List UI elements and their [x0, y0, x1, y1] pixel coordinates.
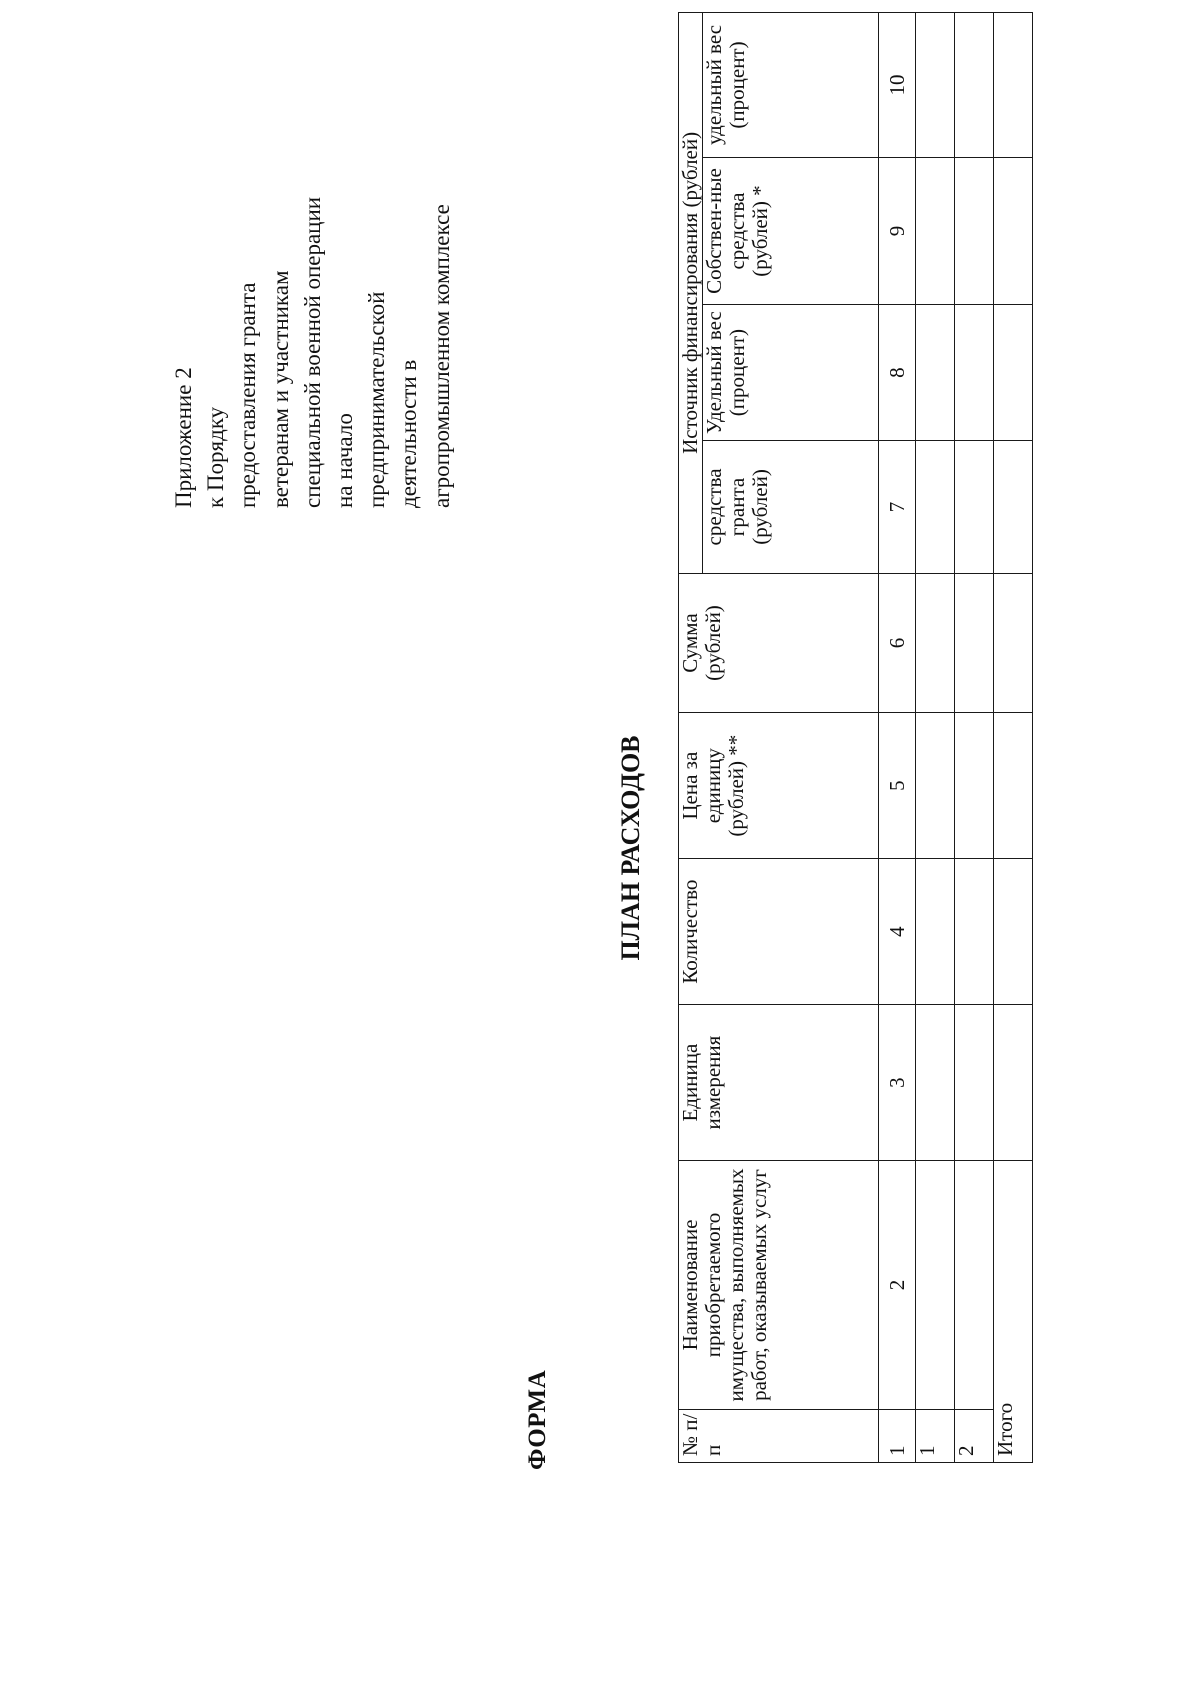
table-cell	[994, 573, 1033, 712]
column-number: 9	[879, 157, 916, 304]
table-cell	[994, 305, 1033, 441]
page-title: ПЛАН РАСХОДОВ	[616, 735, 645, 961]
column-number: 7	[879, 441, 916, 574]
expense-plan-table	[678, 12, 1033, 1463]
column-number: 3	[879, 1005, 916, 1161]
row-number: 2	[955, 1409, 994, 1462]
table-cell	[916, 441, 955, 574]
appendix-line: предпринимательской	[364, 291, 390, 508]
header-own-funds: Собствен-ные средства (рублей) *	[703, 157, 879, 304]
appendix-line: агропромышленном комплексе	[428, 204, 454, 508]
header-unit: Единица измерения	[679, 1005, 879, 1161]
column-number: 2	[879, 1161, 916, 1410]
row-number: 1	[916, 1409, 955, 1462]
header-qty: Количество	[679, 859, 879, 1005]
total-label: Итого	[994, 1161, 1033, 1463]
header-price: Цена за единицу (рублей) **	[679, 713, 879, 859]
column-number: 6	[879, 573, 916, 712]
table-cell	[955, 573, 994, 712]
table-cell	[916, 713, 955, 859]
total-row	[994, 13, 1033, 1463]
table-cell	[955, 713, 994, 859]
appendix-line: ветеранам и участникам	[267, 270, 293, 508]
table-cell	[994, 441, 1033, 574]
appendix-line: на начало	[332, 413, 358, 508]
column-number-row	[879, 13, 916, 1463]
table-cell	[955, 441, 994, 574]
table-cell	[955, 1161, 994, 1410]
header-sum: Сумма (рублей)	[679, 573, 879, 712]
table-cell	[916, 573, 955, 712]
table-cell	[994, 859, 1033, 1005]
table-cell	[916, 157, 955, 304]
table-row	[955, 13, 994, 1463]
table-row	[916, 13, 955, 1463]
table-cell	[994, 157, 1033, 304]
table-cell	[955, 1005, 994, 1161]
form-label: ФОРМА	[524, 1369, 551, 1470]
table-cell	[994, 1005, 1033, 1161]
table-cell	[955, 305, 994, 441]
table-cell	[916, 1005, 955, 1161]
appendix-line: Приложение 2	[171, 367, 196, 508]
column-number: 4	[879, 859, 916, 1005]
header-name: Наименование приобретаемого имущества, выполняемых работ, оказываемых услуг	[679, 1161, 879, 1410]
header-row	[679, 13, 703, 1463]
column-number: 10	[879, 13, 916, 158]
header-own-share: удельный вес (процент)	[703, 13, 879, 158]
header-grant-share: Удельный вес (процент)	[703, 305, 879, 441]
header-grant-funds: средства гранта (рублей)	[703, 441, 879, 574]
column-number: 8	[879, 305, 916, 441]
appendix-line: специальной военной операции	[299, 196, 325, 508]
table-cell	[994, 13, 1033, 158]
table-cell	[916, 13, 955, 158]
table-cell	[916, 1161, 955, 1410]
appendix-line: предоставления гранта	[235, 282, 261, 508]
appendix-note	[168, 197, 458, 508]
table-cell	[916, 859, 955, 1005]
table-cell	[955, 859, 994, 1005]
table-cell	[955, 13, 994, 158]
column-number: 1	[879, 1409, 916, 1462]
appendix-line: деятельности в	[396, 359, 422, 508]
table-cell	[916, 305, 955, 441]
appendix-line: к Порядку	[203, 406, 229, 508]
table-cell	[955, 157, 994, 304]
table-cell	[994, 713, 1033, 859]
header-num: № п/п	[679, 1409, 879, 1462]
header-funding-source: Источник финансирования (рублей)	[679, 13, 703, 574]
column-number: 5	[879, 713, 916, 859]
